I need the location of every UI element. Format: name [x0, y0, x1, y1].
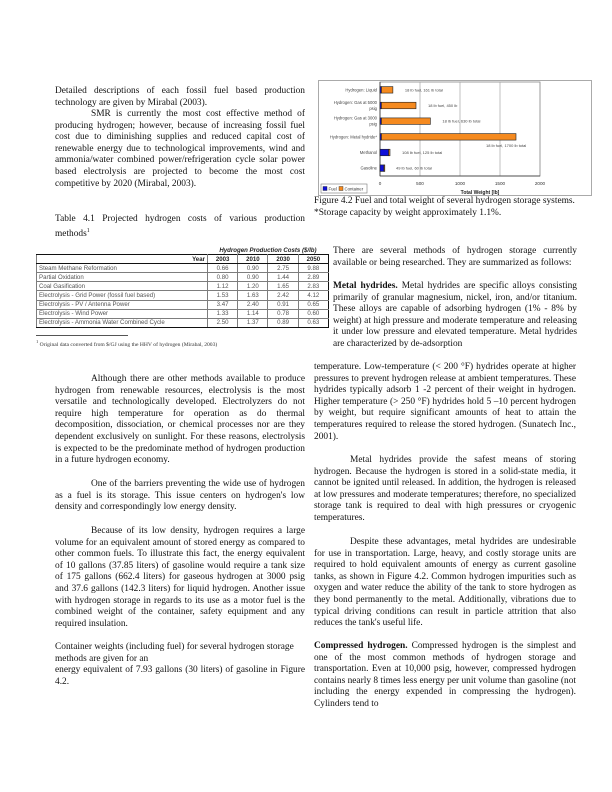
cost-cell: 1.65: [268, 282, 298, 291]
cost-cell: 2.89: [298, 273, 328, 282]
electrolysis-paragraph: [55, 374, 305, 467]
bar-fuel: [380, 165, 384, 172]
table-group-header-row: [37, 246, 329, 255]
density-paragraph: [55, 526, 305, 630]
table-row: [37, 291, 329, 300]
table-row: [37, 282, 329, 291]
legend-label-container: Container: [344, 186, 364, 192]
container-weights-paragraph-b: energy equivalent of 7.93 gallons (30 liters) of gasoline in Figure 4.2.: [55, 665, 305, 687]
cost-cell: 0.78: [268, 309, 298, 318]
bar-fuel: [380, 149, 389, 156]
table-row: [37, 318, 329, 327]
bar-container: [381, 102, 416, 109]
category-label: psig: [369, 121, 377, 127]
legend-swatch-fuel: [323, 187, 327, 191]
barriers-paragraph: [55, 479, 305, 514]
smr-paragraph: [55, 109, 305, 190]
bar-container: [381, 134, 516, 141]
legend-label-fuel: Fuel: [328, 186, 337, 192]
compressed-hydrogen-heading: Compressed hydrogen.: [314, 641, 408, 651]
metal-hydrides-text: Metal hydrides are specific alloys consisting primarily of granular magnesium, nickel, iron, and/or titanium. These alloys are capable of adsorbing hydrogen (1% - 8% by weight) at high pressure and moderate temperature and releasing it under low pressure and elevated temperature. Metal hydrides are characterized by de-adsorption: [333, 281, 577, 349]
cost-cell: 9.88: [298, 264, 328, 273]
cost-cell: 2.50: [207, 318, 237, 327]
method-cell: Electrolysis - Grid Power (fossil fuel based): [37, 291, 208, 300]
safety-paragraph: [314, 455, 576, 525]
bar-annotation: 18 lb fuel, 450 lb: [428, 103, 458, 108]
x-tick-label: 1000: [454, 181, 466, 186]
table-year-row: [37, 255, 329, 264]
bar-annotation: 108 lb fuel, 125 lb total: [402, 150, 443, 155]
table-row: [37, 264, 329, 273]
bar-annotation: 18 lb fuel, 1700 lb total: [486, 142, 527, 148]
cost-cell: 1.12: [207, 282, 237, 291]
storage-weight-chart: [318, 80, 608, 196]
cost-cell: 0.91: [268, 300, 298, 309]
footnote-sup: 1: [36, 339, 39, 344]
bar-container: [381, 118, 430, 125]
safety-paragraph-text: Metal hydrides provide the safest means of storing hydrogen. Because the hydrogen is stored in a solid-state media, it cannot be ignited until released. In addition, the hydrogen is released at low pressures and moderate temperatures; therefore, no specialized storage tank is required to deal with high pressures or cryogenic temperatures.: [314, 455, 576, 523]
cost-cell: 3.47: [207, 300, 237, 309]
category-label: Hydrogen: Liquid: [345, 87, 377, 93]
category-label: Hydrogen: Gas at 5000: [333, 100, 377, 105]
cost-cell: 1.53: [207, 291, 237, 300]
table-row: [37, 273, 329, 282]
barriers-paragraph-text: One of the barriers preventing the wide use of hydrogen as a fuel is its storage. This issue centers on hydrogen's low density and correspondingly low energy density.: [55, 479, 305, 513]
category-label: Hydrogen: Gas at 3000: [333, 115, 377, 121]
table-caption-sup: 1: [86, 227, 90, 234]
category-label: Hydrogen: Metal hydride*: [329, 134, 377, 140]
category-label: Gasoline: [360, 165, 377, 171]
method-cell: Electrolysis - PV / Antenna Power: [37, 300, 208, 309]
transportation-paragraph: [314, 537, 576, 630]
x-tick-label: 1500: [494, 181, 506, 186]
legend-swatch-container: [339, 187, 343, 191]
figure-note: *Storage capacity by weight approximately 1.1%.: [314, 207, 502, 218]
cost-cell: 1.63: [238, 291, 268, 300]
cost-cell: 2.42: [268, 291, 298, 300]
cost-table: [36, 246, 329, 328]
density-paragraph-text: Because of its low density, hydrogen requires a large volume for an equivalent amount of stored energy as compared to other common fuels. To illustrate this fact, the energy equivalent of 10 gallons (37.85 liters) of gasoline would require a tank size of 175 gallons (662.4 liters) for gaseous hydrogen at 3000 psig and 37.6 gallons (142.3 liters) for liquid hydrogen. Another issue with hydrogen storage in regards to its use as a motor fuel is the combined weight of the container, safety equipment and any required insulation.: [55, 526, 305, 629]
transportation-paragraph-text: Despite these advantages, metal hydrides are undesirable for use in transportation. Large, heavy, and costly storage units are required to hold equivalent amounts of energy as current gasoline tanks, as shown in Figure 4.2. Common hydrogen impurities such as oxygen and water reduce the ability of the tank to store hydrogen as they bond permanently to the metal. Additionally, vibrations due to typical driving conditions can result in particle attrition that also reduces the tank's useful life.: [314, 537, 576, 629]
cost-cell: 2.40: [238, 300, 268, 309]
cost-cell: 0.63: [298, 318, 328, 327]
cost-cell: 1.14: [238, 309, 268, 318]
compressed-hydrogen-paragraph: [314, 641, 576, 711]
cost-cell: 0.66: [207, 264, 237, 273]
year-label: Year: [37, 255, 208, 264]
bar-annotation: 18 lb fuel, 161 lb total: [404, 87, 443, 93]
bar-container: [381, 87, 392, 94]
method-cell: Coal Gasification: [37, 282, 208, 291]
cost-cell: 0.90: [238, 273, 268, 282]
year-header: 2030: [268, 255, 298, 264]
cost-cell: 0.80: [207, 273, 237, 282]
x-axis-label: Total Weight [lb]: [460, 190, 500, 196]
bar-container: [389, 149, 390, 156]
table-row: [37, 300, 329, 309]
cost-cell: 1.37: [238, 318, 268, 327]
table-caption-text: Table 4.1 Projected hydrogen costs of various production methods: [55, 214, 305, 239]
year-header: 2050: [298, 255, 328, 264]
method-cell: Partial Oxidation: [37, 273, 208, 282]
chart-svg: [318, 80, 608, 196]
metal-hydrides-heading: Metal hydrides.: [333, 281, 398, 291]
compressed-hydrogen-text: Compressed hydrogen is the simplest and one of the most common methods of hydrogen storage and transportation. Even at 10,000 psig, however, compressed hydrogen contains nearly 8 times less energy per unit volume than gasoline (not including the energy expended in compressing the hydrogen). Cylinders tend to: [314, 641, 577, 709]
cost-cell: 1.44: [268, 273, 298, 282]
bar-annotation: 18 lb fuel, 630 lb total: [442, 118, 481, 124]
cost-cell: 2.83: [298, 282, 328, 291]
method-cell: Electrolysis - Ammonia Water Combined Cycle: [37, 318, 208, 327]
x-tick-label: 2000: [534, 181, 546, 186]
cost-cell: 1.20: [238, 282, 268, 291]
x-tick-label: 0: [378, 181, 382, 186]
year-header: 2010: [238, 255, 268, 264]
table-group-header: Hydrogen Production Costs ($/lb): [219, 246, 317, 254]
storage-intro-paragraph: There are several methods of hydrogen storage currently available or being researched. They are summarized as follows:: [333, 246, 577, 268]
footnote-rule: [36, 335, 128, 336]
cost-cell: 0.90: [238, 264, 268, 273]
container-weights-paragraph-a: Container weights (including fuel) for several hydrogen storage methods are given for an: [55, 642, 294, 664]
category-label: Methanol: [359, 150, 377, 155]
figure-caption-text: Figure 4.2 Fuel and total weight of several hydrogen storage systems.: [314, 196, 575, 206]
cost-cell: 4.12: [298, 291, 328, 300]
method-cell: Electrolysis - Wind Power: [37, 309, 208, 318]
cost-cell: 0.89: [268, 318, 298, 327]
bar-annotation: 49 lb fuel, 60 lb total: [396, 165, 432, 171]
intro-paragraph: Detailed descriptions of each fossil fuel based production technology are given by Mirabal (2003).: [55, 86, 305, 108]
table-row: [37, 309, 329, 318]
low-temp-paragraph: temperature. Low-temperature (< 200 °F) hydrides operate at higher pressures to prevent hydrogen release at ambient temperatures. These hydrides typically adsorb 1 -2 percent of their weight in hydrogen. Higher temperature (> 250 °F) hydrides hold 5 –10 percent hydrogen by weight, but require significant amounts of heat to attain the temperatures required to release the stored hydrogen. (Sunatech Inc., 2001).: [314, 362, 576, 442]
smr-paragraph-text: SMR is currently the most cost effective method of producing hydrogen; however, because of increasing fossil fuel cost due to diminishing supplies and reduced capital cost of renewable energy due to technological improvements, wind and ammonia/water combined power/refrigeration cycle solar power based electrolysis are projected to become the most cost competitive by 2020 (Mirabal, 2003).: [55, 109, 305, 189]
table-caption: [55, 214, 305, 240]
bar-container: [384, 165, 385, 172]
electrolysis-paragraph-text: Although there are other methods available to produce hydrogen from renewable resources, electrolysis is the most versatile and technologically developed. Electrolyzers do not require high temperature for operation as do thermal decomposition, dissociation, or chemical processes nor are they dependent exclusively on sunlight. For these reasons, electrolysis is expected to be the predominate method of hydrogen production in a future hydrogen economy.: [55, 374, 305, 466]
cost-cell: 0.60: [298, 309, 328, 318]
metal-hydrides-paragraph: [333, 281, 577, 351]
x-tick-label: 500: [416, 181, 424, 186]
table-footnote: [36, 339, 217, 348]
method-cell: Steam Methane Reformation: [37, 264, 208, 273]
cost-cell: 0.65: [298, 300, 328, 309]
figure-caption: [314, 196, 584, 219]
cost-cell: 1.33: [207, 309, 237, 318]
footnote-text: Original data converted from $/GJ using the HHV of hydrogen (Mirabal, 2003): [39, 341, 218, 348]
year-header: 2003: [207, 255, 237, 264]
cost-cell: 2.75: [268, 264, 298, 273]
category-label: psig: [369, 106, 377, 111]
